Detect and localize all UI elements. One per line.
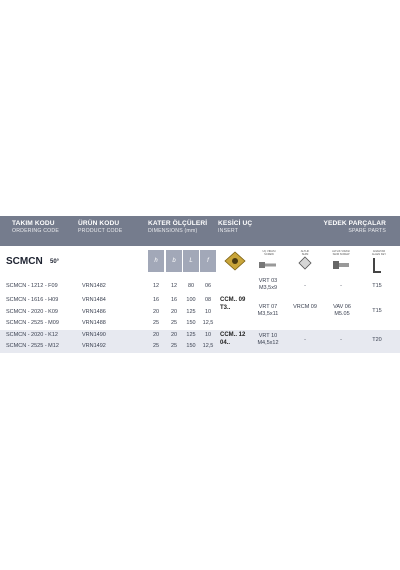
group-title: SCMCN (6, 256, 43, 267)
shim-screw-icon (332, 258, 352, 272)
header-spare-parts: YEDEK PARÇALAR SPARE PARTS (323, 220, 386, 234)
table-header (0, 216, 400, 246)
group-a-shim-screw-1: - (340, 283, 342, 289)
group-b-insert: CCM.. 12 04.. (220, 332, 246, 346)
group-b-shim-screw: - (340, 337, 342, 343)
header-insert: KESİCİ UÇ INSERT (218, 220, 253, 234)
group-a-screw-1: VRT 03 M3,5x9 (258, 278, 278, 292)
spare-label-key: ANAHTAR ALLEN KEY (371, 250, 387, 257)
spare-label-shim: ALTLIK SHIM (300, 250, 310, 257)
group-a-shim-2: VRCM 09 (293, 304, 317, 310)
dim-header-L: L (183, 250, 199, 272)
dim-header-b: b (166, 250, 182, 272)
dim-header-f: f (200, 250, 216, 272)
group-a-key-1: T15 (372, 283, 382, 289)
group-a-screw-2: VRT 07 M3,5x11 (257, 304, 279, 318)
header-dimensions: KATER ÖLÇÜLERİ DIMENSIONS (mm) (148, 220, 208, 234)
group-b-shim: - (304, 337, 306, 343)
screw-icon (258, 258, 278, 272)
dim-header-h: h (148, 250, 164, 272)
allen-key-icon (371, 256, 385, 274)
spare-label-screw: UÇ VIDASI SCREW (262, 250, 276, 257)
insert-icon (224, 251, 246, 271)
group-b-screw: VRT 10 M4,5x12 (257, 333, 279, 347)
group-a-shim-1: - (304, 283, 306, 289)
shim-icon (298, 256, 312, 270)
spare-label-shim-screw: ALTLIK VIDASI SHIM SCREW (332, 250, 350, 257)
header-ordering-code: TAKIM KODU ORDERING CODE (12, 220, 59, 234)
group-a-insert: CCM.. 09 T3.. (220, 297, 246, 311)
group-b-key: T20 (372, 337, 382, 343)
group-a-key-2: T15 (372, 308, 382, 314)
header-product-code: ÜRÜN KODU PRODUCT CODE (78, 220, 123, 234)
group-angle: 50° (50, 259, 60, 265)
group-a-shim-screw-2: VAV 06 M5.05 (333, 304, 351, 318)
